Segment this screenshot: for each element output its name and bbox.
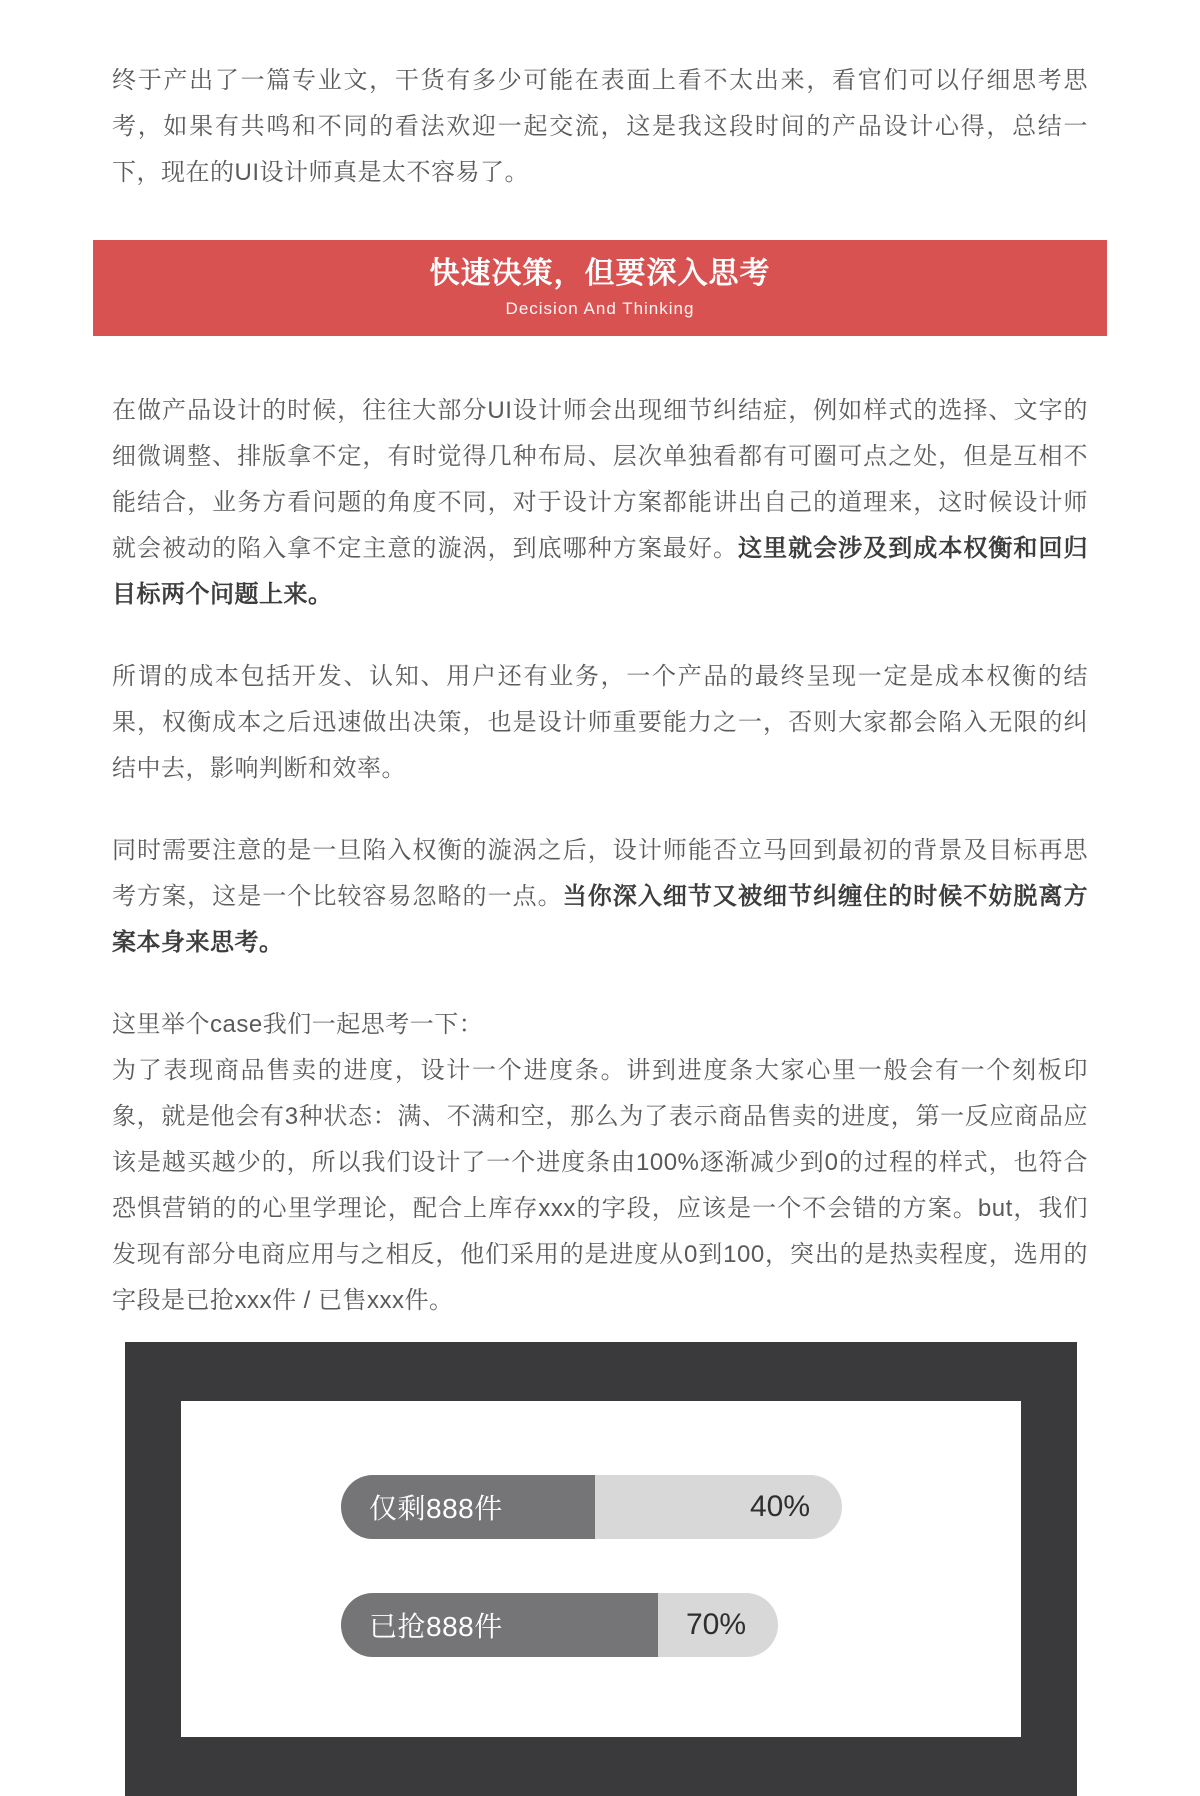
progress-bar-sold-fill (341, 1593, 658, 1657)
section-title: 快速决策，但要深入思考 (429, 257, 771, 290)
paragraph-text: 为了表现商品售卖的进度，设计一个进度条。讲到进度条大家心里一般会有一个刻板印象，就是他会有3种状态：满、不满和空，那么为了表示商品售卖的进度，第一反应商品应该是越买越少的，所以我们设计了一个进度条由100%逐渐减少到0的过程的样式，也符合恐惧营销的的心里学理论，配合上库存xxx的字段，应该是一个不会错的方案。but，我们发现有部分电商应用与之相反，他们采用的是进度从0到100，突出的是热卖程度，选用的字段是已抢xxx件 / 已售xxx件。 (112, 1057, 1088, 1314)
progress-bar-figure (125, 1342, 1077, 1796)
paragraph-return-to-goal (112, 828, 1088, 966)
progress-bar-sold (341, 1593, 778, 1657)
paragraph-text: 同时需要注意的是一旦陷入权衡的漩涡之后，设计师能否立马回到最初的背景及目标再思考方案，这是一个比较容易忽略的一点。 (112, 837, 1088, 910)
paragraph-text: 在做产品设计的时候，往往大部分UI设计师会出现细节纠结症，例如样式的选择、文字的细微调整、排版拿不定，有时觉得几种布局、层次单独看都有可圈可点之处，但是互相不能结合，业务方看问题的角度不同，对于设计方案都能讲出自己的道理来，这时候设计师就会被动的陷入拿不定主意的漩涡，到底哪种方案最好。 (112, 397, 1088, 562)
paragraph-case-intro (112, 1002, 1088, 1048)
progress-bar-sold-percent: 70% (685, 1608, 746, 1641)
paragraph-cost-definition (112, 654, 1088, 792)
paragraph-cost-tradeoff (112, 388, 1088, 618)
paragraph-bold-text: 当你深入细节又被细节纠缠住的时候不妨脱离方案本身来思考。 (112, 883, 1089, 956)
section-banner (93, 240, 1107, 336)
progress-bar-remaining-percent: 40% (749, 1490, 810, 1523)
progress-bar-remaining-label: 仅剩888件 (369, 1493, 503, 1524)
progress-bar-sold-label: 已抢888件 (369, 1611, 503, 1642)
progress-bar-remaining (341, 1475, 842, 1539)
section-subtitle: Decision And Thinking (505, 299, 695, 318)
paragraph-text: 所谓的成本包括开发、认知、用户还有业务，一个产品的最终呈现一定是成本权衡的结果，权衡成本之后迅速做出决策，也是设计师重要能力之一，否则大家都会陷入无限的纠结中去，影响判断和效率。 (112, 663, 1088, 782)
intro-text: 终于产出了一篇专业文，干货有多少可能在表面上看不太出来，看官们可以仔细思考思考，如果有共鸣和不同的看法欢迎一起交流，这是我这段时间的产品设计心得，总结一下，现在的UI设计师真是太不容易了。 (112, 67, 1088, 186)
progress-bar-remaining-fill (341, 1475, 595, 1539)
paragraph-bold-text: 这里就会涉及到成本权衡和回归目标两个问题上来。 (112, 535, 1089, 608)
intro-paragraph (112, 58, 1088, 196)
paragraph-progress-bar-case (112, 1048, 1088, 1324)
figure-panel (181, 1401, 1021, 1737)
paragraph-text: 这里举个case我们一起思考一下： (112, 1011, 484, 1038)
